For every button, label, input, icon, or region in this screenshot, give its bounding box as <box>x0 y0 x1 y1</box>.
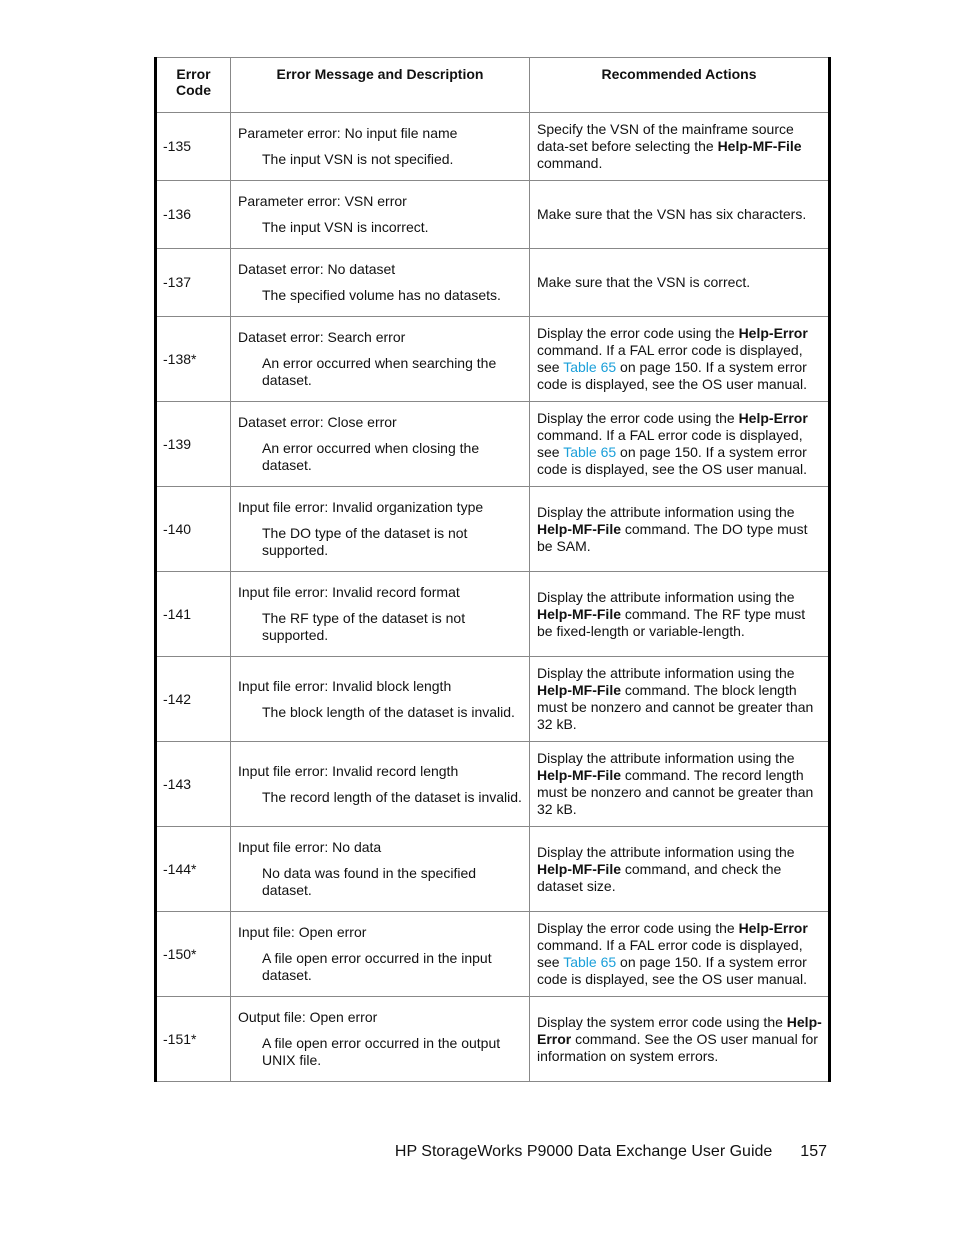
command-name: Help-MF-File <box>537 605 621 622</box>
error-message-title: Input file: Open error <box>238 924 367 940</box>
error-message-cell <box>231 827 530 912</box>
error-code-cell: -141 <box>156 572 231 657</box>
recommended-action-cell <box>530 657 830 742</box>
error-code-cell: -151* <box>156 997 231 1082</box>
error-message-cell <box>231 572 530 657</box>
error-code-cell: -139 <box>156 402 231 487</box>
recommended-action-cell <box>530 487 830 572</box>
table-header-row <box>156 58 830 113</box>
error-description: An error occurred when closing the dataset. <box>262 440 480 473</box>
action-text: Specify the VSN of the mainframe source data-set before selecting the <box>537 121 794 154</box>
table-row <box>156 572 830 657</box>
error-code-cell: -137 <box>156 249 231 317</box>
recommended-action-cell <box>530 742 830 827</box>
error-message-title: Dataset error: Search error <box>238 329 406 345</box>
command-name: Help-Error <box>738 410 808 426</box>
action-text: Display the error code using the <box>537 325 739 341</box>
error-message-cell <box>231 402 530 487</box>
footer-doc-title: HP StorageWorks P9000 Data Exchange User Guide <box>394 1143 773 1160</box>
action-text: Display the attribute information using the <box>537 665 795 681</box>
error-description: The DO type of the dataset is not supported. <box>262 525 468 558</box>
error-message-title: Dataset error: No dataset <box>238 261 396 277</box>
error-description: The block length of the dataset is invalid. <box>262 703 515 720</box>
table-row <box>156 402 830 487</box>
command-name: Help-Error <box>537 1013 822 1047</box>
table-row <box>156 249 830 317</box>
error-description: The RF type of the dataset is not supported. <box>262 610 466 643</box>
error-message-title: Input file error: Invalid block length <box>238 677 452 694</box>
error-code-cell: -150* <box>156 912 231 997</box>
recommended-action-cell <box>530 181 830 249</box>
table-row <box>156 742 830 827</box>
error-code-cell: -136 <box>156 181 231 249</box>
error-description: The input VSN is not specified. <box>262 151 454 167</box>
recommended-action-cell <box>530 997 830 1082</box>
error-description: A file open error occurred in the output UNIX file. <box>262 1035 501 1068</box>
action-text: Make sure that the VSN is correct. <box>537 274 751 290</box>
action-text: command. If a FAL error code is displayed, see <box>537 342 803 375</box>
header-recommended-actions: Recommended Actions <box>530 58 830 113</box>
action-text: Display the attribute information using the <box>537 588 795 605</box>
header-error-message: Error Message and Description <box>231 58 530 113</box>
error-description: The input VSN is incorrect. <box>262 219 429 235</box>
table-row <box>156 997 830 1082</box>
recommended-action-cell <box>530 827 830 912</box>
command-name: Help-Error <box>738 325 808 341</box>
header-error-code: Error Code <box>156 58 231 113</box>
table-reference-link[interactable]: Table 65 <box>563 954 617 970</box>
error-message-cell <box>231 487 530 572</box>
error-message-cell <box>231 249 530 317</box>
page-footer <box>395 1143 827 1161</box>
error-description: An error occurred when searching the dataset. <box>262 355 497 388</box>
recommended-action-cell <box>530 572 830 657</box>
error-message-cell <box>231 181 530 249</box>
error-message-title: Dataset error: Close error <box>238 414 397 430</box>
table-row <box>156 113 830 181</box>
action-text: on page 150. If a system error code is displayed, see the OS user manual. <box>537 954 808 987</box>
error-message-cell <box>231 113 530 181</box>
action-text: command. <box>537 155 603 171</box>
command-name: Help-MF-File <box>717 138 802 154</box>
error-message-cell <box>231 657 530 742</box>
table-row <box>156 912 830 997</box>
error-message-title: Input file error: No data <box>238 839 382 855</box>
error-description: The record length of the dataset is invalid. <box>262 788 522 805</box>
error-message-title: Input file error: Invalid organization type <box>238 499 484 515</box>
error-message-cell <box>231 912 530 997</box>
error-message-title: Input file error: Invalid record format <box>238 584 460 600</box>
recommended-action-cell <box>530 912 830 997</box>
table-row <box>156 487 830 572</box>
table-row <box>156 181 830 249</box>
command-name: Help-MF-File <box>537 860 621 877</box>
action-text: command. The DO type must be SAM. <box>537 520 808 554</box>
error-message-title: Input file error: Invalid record length <box>238 762 459 779</box>
table-reference-link[interactable]: Table 65 <box>563 359 617 375</box>
action-text: Display the system error code using the <box>537 1013 787 1030</box>
table-body <box>156 113 830 1082</box>
action-text: Display the attribute information using the <box>537 503 795 520</box>
page-number: 157 <box>800 1143 827 1160</box>
error-description: A file open error occurred in the input dataset. <box>262 950 492 983</box>
action-text: command. See the OS user manual for information on system errors. <box>537 1030 818 1064</box>
error-code-cell: -135 <box>156 113 231 181</box>
action-text: Display the attribute information using the <box>537 843 795 860</box>
action-text: Display the attribute information using the <box>537 750 795 766</box>
recommended-action-cell <box>530 402 830 487</box>
command-name: Help-MF-File <box>537 767 621 783</box>
action-text: on page 150. If a system error code is displayed, see the OS user manual. <box>537 359 808 392</box>
error-code-cell: -138* <box>156 317 231 402</box>
error-message-title: Parameter error: VSN error <box>238 193 407 209</box>
error-description: No data was found in the specified dataset. <box>262 865 477 898</box>
recommended-action-cell <box>530 317 830 402</box>
action-text: command. The block length must be nonzero and cannot be greater than 32 kB. <box>537 682 814 732</box>
error-message-cell <box>231 317 530 402</box>
error-code-table <box>154 57 831 1082</box>
error-code-cell: -142 <box>156 657 231 742</box>
table-row <box>156 657 830 742</box>
action-text: on page 150. If a system error code is displayed, see the OS user manual. <box>537 444 808 477</box>
command-name: Help-Error <box>738 920 808 936</box>
action-text: command. If a FAL error code is displayed, see <box>537 937 803 970</box>
action-text: command, and check the dataset size. <box>537 860 782 894</box>
error-code-cell: -144* <box>156 827 231 912</box>
error-message-title: Output file: Open error <box>238 1009 378 1025</box>
table-row <box>156 317 830 402</box>
command-name: Help-MF-File <box>537 682 621 698</box>
recommended-action-cell <box>530 113 830 181</box>
error-description: The specified volume has no datasets. <box>262 287 501 303</box>
error-message-title: Parameter error: No input file name <box>238 125 458 141</box>
command-name: Help-MF-File <box>537 520 621 537</box>
action-text: Display the error code using the <box>537 920 739 936</box>
error-message-cell <box>231 997 530 1082</box>
error-code-cell: -143 <box>156 742 231 827</box>
table-reference-link[interactable]: Table 65 <box>563 444 617 460</box>
error-message-cell <box>231 742 530 827</box>
action-text: command. If a FAL error code is displayed, see <box>537 427 803 460</box>
error-code-cell: -140 <box>156 487 231 572</box>
action-text: Display the error code using the <box>537 410 739 426</box>
table-row <box>156 827 830 912</box>
action-text: Make sure that the VSN has six characters. <box>537 206 807 222</box>
recommended-action-cell <box>530 249 830 317</box>
action-text: command. The RF type must be fixed-length or variable-length. <box>537 605 806 639</box>
action-text: command. The record length must be nonzero and cannot be greater than 32 kB. <box>537 767 814 817</box>
